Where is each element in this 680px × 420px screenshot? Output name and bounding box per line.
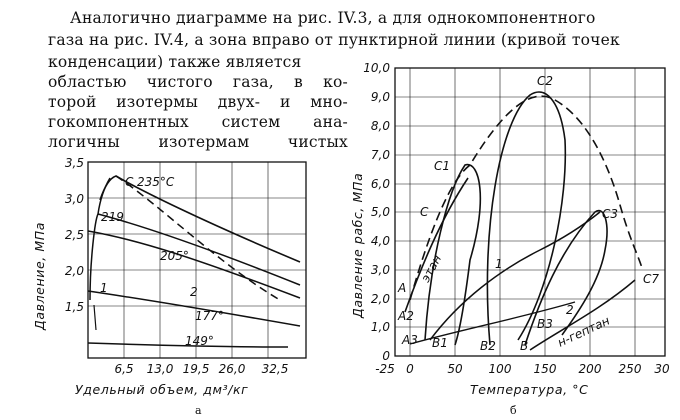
- chart-b-label-ethane: этан: [418, 252, 445, 285]
- chart-a-xtick: 26,0: [218, 362, 246, 376]
- chart-b-label-c7: C7: [643, 272, 660, 286]
- chart-b-label-b1: B1: [432, 336, 448, 350]
- chart-a-xlabel: Удельный объем, дм³/кг: [75, 382, 249, 397]
- chart-b-xlabel: Температура, °C: [470, 382, 589, 397]
- chart-a-ytick: 3,5: [64, 156, 84, 170]
- chart-b-xtick: 100: [488, 362, 512, 376]
- text-line-2: газа на рис. IV.4, а зона вправо от пунктирной линии (кривой точек: [48, 31, 620, 49]
- chart-b-label-a3: A3: [402, 333, 418, 347]
- chart-b-ytick: 8,0: [370, 119, 390, 133]
- chart-a-ytick: 1,5: [64, 300, 84, 314]
- chart-a-ytick: 3,0: [64, 192, 84, 206]
- text-line-1: Аналогично диаграмме на рис. IV.3, а для однокомпонентного: [70, 9, 596, 27]
- chart-b-loop-2: [487, 92, 565, 345]
- chart-a-xtick: 6,5: [114, 362, 134, 376]
- chart-b-ylabel: Давление pабс, МПа: [350, 172, 365, 318]
- chart-b-label-c: C: [420, 205, 429, 219]
- chart-b-ytick: 5,0: [370, 205, 390, 219]
- chart-a-ytick: 2,0: [64, 264, 84, 278]
- chart-b-ytick: 1,0: [370, 320, 390, 334]
- chart-b-xtick: -25: [375, 362, 395, 376]
- chart-a-label-219: 219: [101, 210, 124, 224]
- chart-a-xtick: 13,0: [146, 362, 174, 376]
- chart-b-line-1: [430, 212, 600, 340]
- text-line-3: конденсации) также является: [48, 53, 302, 71]
- chart-b-envelope: [410, 96, 642, 300]
- chart-b-ytick: 7,0: [370, 148, 390, 162]
- chart-b-label-a: A: [398, 281, 407, 295]
- chart-a-xtick: 32,5: [261, 362, 289, 376]
- text-line-5: торой изотермы двух- и мно-: [48, 93, 348, 111]
- chart-b-ytick: 2,0: [370, 292, 390, 306]
- chart-b-label-1: 1: [495, 257, 503, 271]
- chart-a-label-149: 149°: [185, 334, 214, 348]
- chart-a-label-2: 2: [190, 285, 198, 299]
- chart-b-ytick: 0: [382, 349, 390, 363]
- chart-b-ytick: 9,0: [370, 90, 390, 104]
- chart-b-ytick: 10,0: [363, 61, 390, 75]
- chart-a-caption: а: [195, 404, 202, 417]
- chart-a-label-1: 1: [100, 281, 108, 295]
- chart-b-label-a2: A2: [398, 309, 414, 323]
- chart-a-xtick: 19,5: [182, 362, 210, 376]
- chart-b-label-b2: B2: [480, 339, 496, 353]
- chart-a-label-177: 177°: [195, 309, 224, 323]
- chart-b-label-b3: B3: [537, 317, 553, 331]
- chart-a-label-235: 235°C: [137, 175, 175, 189]
- chart-a-ylabel: Давление, МПа: [32, 221, 47, 330]
- text-line-6: гокомпонентных систем ана-: [48, 113, 348, 131]
- chart-b-xtick: 250: [618, 362, 642, 376]
- text-line-7: логичны изотермам чистых: [48, 133, 348, 151]
- chart-a-label-c: C: [125, 175, 134, 189]
- chart-b-xtick: 150: [533, 362, 557, 376]
- chart-b-label-b: B: [520, 339, 529, 353]
- chart-b-xtick: 50: [447, 362, 463, 376]
- chart-b-label-2: 2: [566, 303, 574, 317]
- chart-b-xtick: 200: [578, 362, 602, 376]
- chart-a-ytick: 2,5: [64, 228, 84, 242]
- chart-b-ytick: 3,0: [370, 263, 390, 277]
- chart-b-ytick: 6,0: [370, 177, 390, 191]
- chart-b-label-heptane: н-гептан: [555, 313, 612, 350]
- chart-b-ytick: 4,0: [370, 234, 390, 248]
- chart-b-ethane-curve: [405, 178, 468, 312]
- chart-a-label-205: 205°: [160, 249, 189, 263]
- text-line-4: областью чистого газа, в ко-: [48, 73, 348, 91]
- chart-b-xtick: 30: [654, 362, 670, 376]
- chart-b-label-c1: C1: [434, 159, 451, 173]
- chart-b-label-c2: C2: [537, 74, 554, 88]
- chart-b-caption: б: [510, 404, 517, 417]
- chart-b-label-c3: C3: [602, 207, 619, 221]
- chart-b-xtick: 0: [406, 362, 414, 376]
